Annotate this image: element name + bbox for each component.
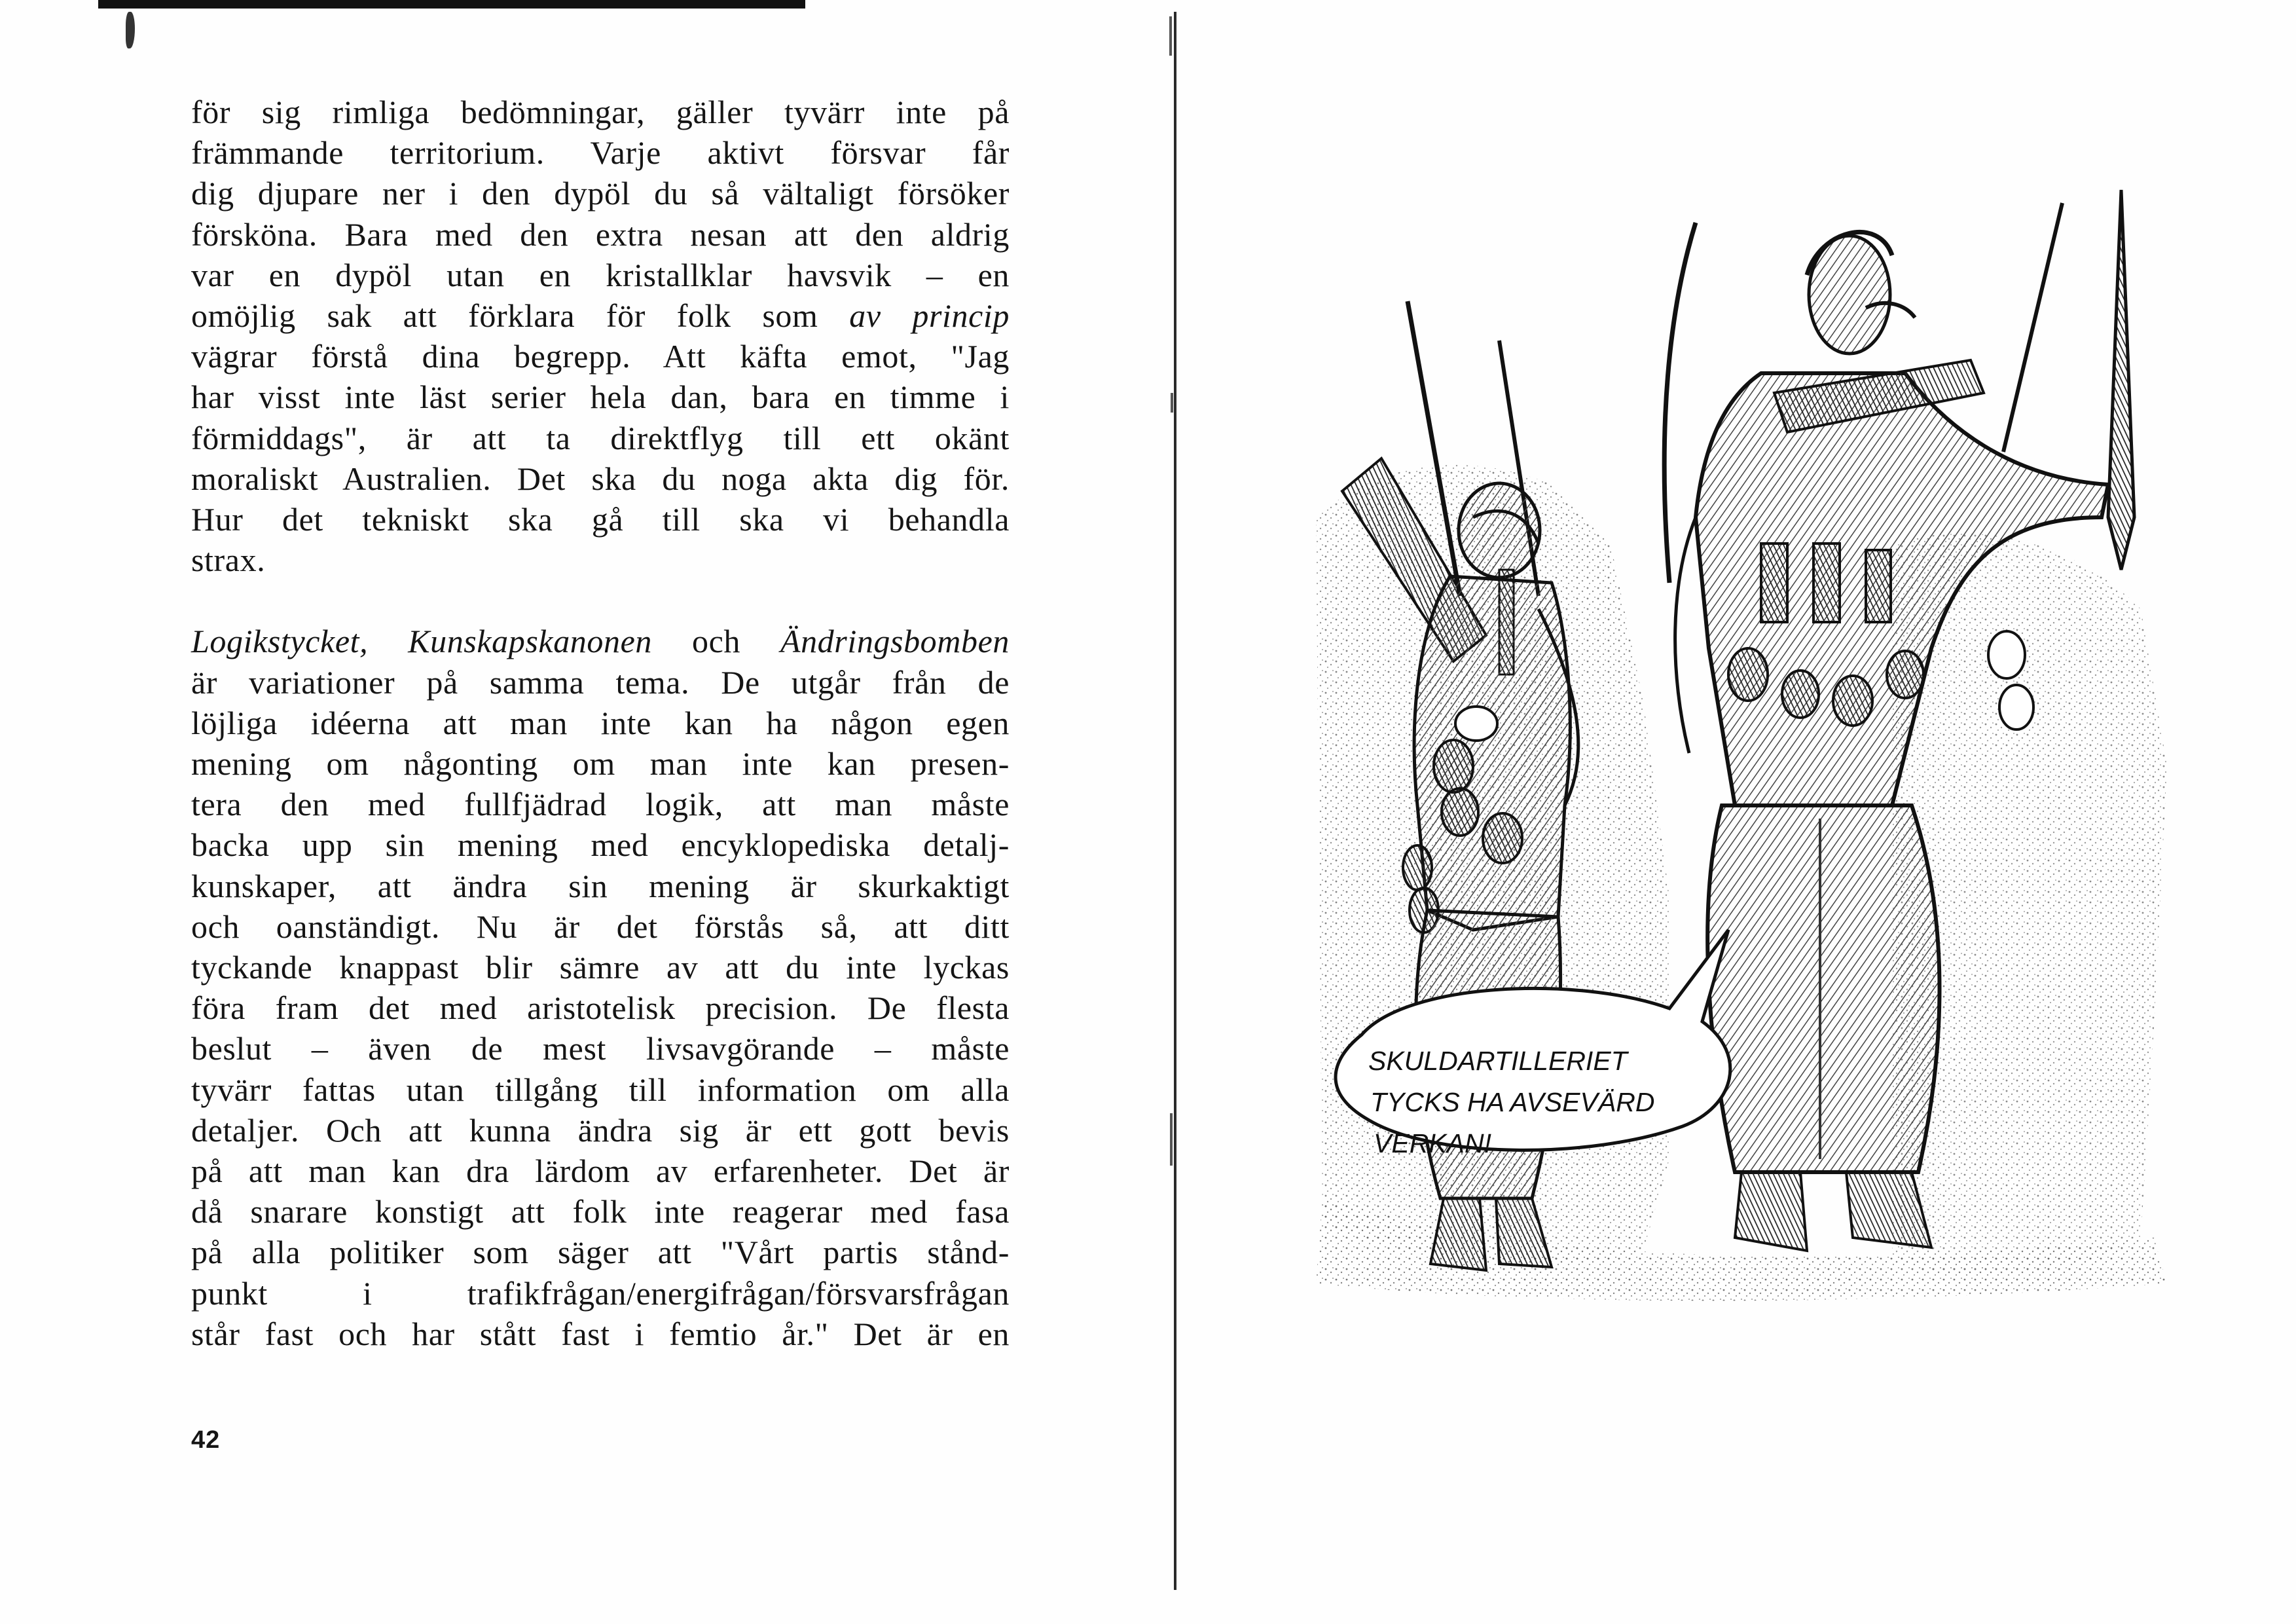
text-line: tyckande knappast blir sämre av att du inte lyckas [191,949,1010,986]
page-number: 42 [191,1426,221,1454]
text-line: punkt i trafikfrågan/energifrågan/försvarsfrågan [191,1274,1010,1312]
italic-phrase: Logikstycket, Kunskapskanonen [191,623,653,660]
text-line: då snarare konstigt att folk inte reagerar med fasa [191,1193,1010,1230]
gutter-speck [1169,16,1172,56]
text-line: dig djupare ner i den dypöl du så vältaligt försöker [191,175,1010,212]
italic-phrase: Ändringsbomben [780,623,1010,660]
text-run: omöjlig sak att förklara för folk som [191,297,850,335]
text-line: och oanständigt. Nu är det förstås så, att ditt [191,908,1010,945]
speech-bubble-line-1: SKULDARTILLERIET [1368,1046,1628,1076]
speech-bubble-line-2: TYCKS HA AVSEVÄRD [1370,1087,1655,1117]
text-line: backa upp sin mening med encyklopediska detalj- [191,826,1010,864]
book-gutter-line [1174,12,1176,1590]
speech-bubble-line-3: VERKAN! [1374,1128,1491,1158]
text-line [191,295,1010,336]
paragraph-2 [191,621,1010,1354]
text-line: står fast och har stått fast i femtio år." Det är en [191,1315,1010,1352]
text-line: beslut – även de mest livsavgörande – måste [191,1030,1010,1067]
text-line: kunskaper, att ändra sin mening är skurkaktigt [191,867,1010,904]
text-line: tera den med fullfjädrad logik, att man måste [191,786,1010,823]
text-line: tyvärr fattas utan tillgång till information om alla [191,1071,1010,1108]
text-line: moraliskt Australien. Det ska du noga akta dig för. [191,460,1010,497]
text-line: på alla politiker som säger att "Vårt partis stånd- [191,1234,1010,1271]
scan-speck [126,12,135,48]
scan-edge-shadow [98,0,805,9]
text-line: är variationer på samma tema. De utgår från de [191,663,1010,701]
text-line: mening om någonting om man inte kan presen- [191,745,1010,783]
text-line: Hur det tekniskt ska gå till ska vi behandla [191,501,1010,538]
text-line: detaljer. Och att kunna ändra sig är ett gott bevis [191,1111,1010,1149]
paragraph-1 [191,92,1010,580]
text-line: har visst inte läst serier hela dan, bara en timme i [191,378,1010,416]
text-line: strax. [191,542,266,579]
text-line: förmiddags", är att ta direktflyg till ett okänt [191,419,1010,456]
text-run: och [652,623,780,660]
text-line [191,621,1010,661]
text-line: främmande territorium. Varje aktivt försvar får [191,134,1010,172]
text-line: vägrar förstå dina begrepp. Att käfta emot, "Jag [191,338,1010,375]
left-page-body [191,92,1010,1354]
text-line: för sig rimliga bedömningar, gäller tyvärr inte på [191,94,1010,130]
text-line: var en dypöl utan en kristallklar havsvik – en [191,256,1010,293]
text-line: på att man kan dra lärdom av erfarenheter. Det är [191,1153,1010,1190]
text-line: försköna. Bara med den extra nesan att den aldrig [191,215,1010,253]
gutter-speck [1171,393,1173,413]
italic-phrase: av princip [849,297,1010,335]
text-line: föra fram det med aristotelisk precision. De flesta [191,989,1010,1027]
gutter-speck [1170,1113,1173,1166]
text-line: löjliga idéerna att man inte kan ha någon egen [191,704,1010,741]
